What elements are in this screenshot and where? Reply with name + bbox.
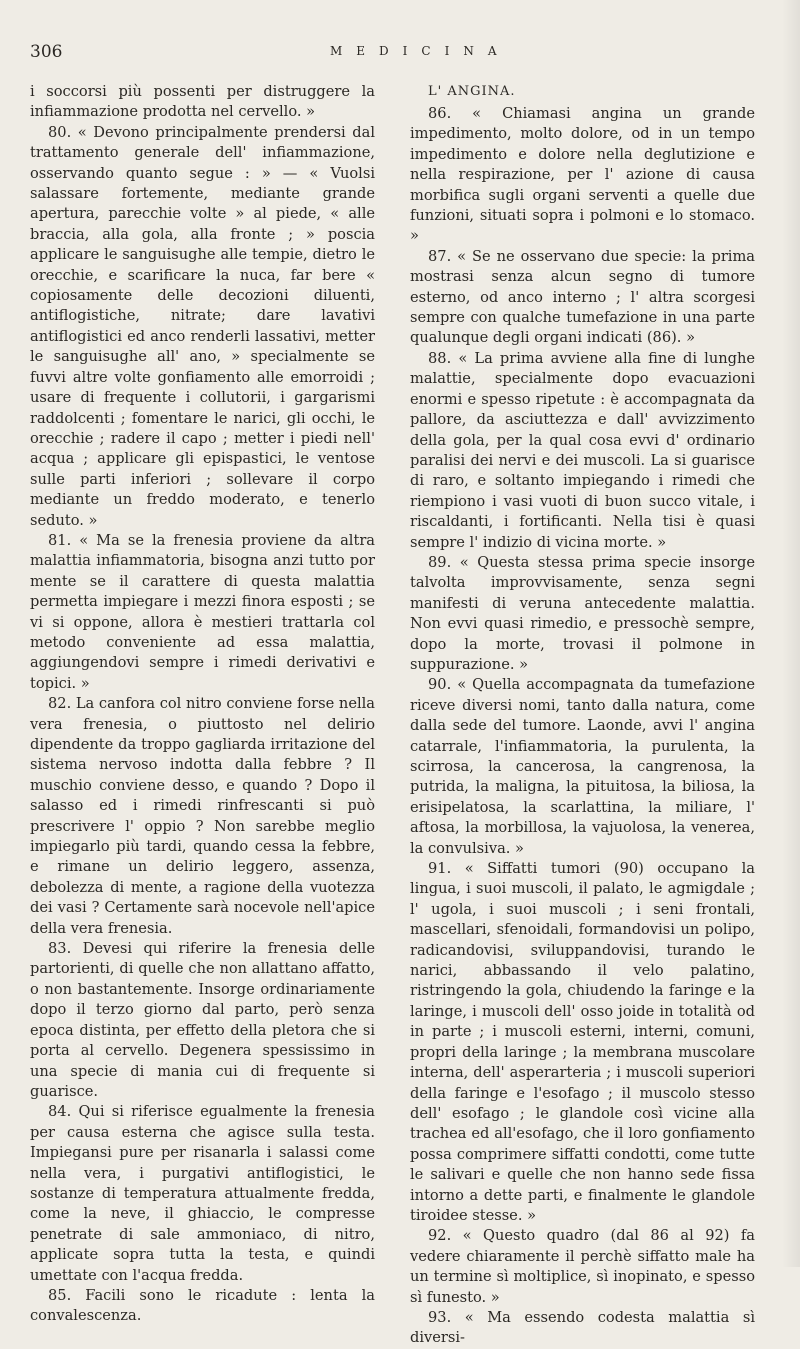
paragraph-82: 82. La canfora col nitro conviene forse nella vera frenesia, o piuttosto nel delirio dipendente da troppo gagliarda irritazione del sistema nervoso indotta dalla febbre ? Il muschio conviene desso, e quando ? Dopo il salasso ed i rimedi rinfrescanti si può prescrivere l' oppio ? Non sarebbe meglio impiegarlo più tardi, quando cessa la febbre, e rimane un delirio leggero, assenza, debolezza di mente, a ragione della vuotezza dei vasi ? Certamente sarà nocevole nell'apice della vera frenesia. bbox=[30, 695, 375, 937]
page-number: 306 bbox=[30, 42, 63, 62]
paragraph-90: 90. « Quella accompagnata da tumefazione riceve diversi nomi, tanto dalla natura, come dalla sede del tumore. Laonde, avvi l' angina catarrale, l'infiammatoria, la purulenta, la scirrosa, la cancerosa, la cangrenosa, la putrida, la maligna, la pituitosa, la biliosa, la erisipelatosa, la scarlattina, la miliare, l' aftosa, la morbillosa, la vajuolosa, la venerea, la convulsiva. » bbox=[410, 676, 755, 857]
paragraph-85: 85. Facili sono le ricadute : lenta la convalescenza. bbox=[30, 1286, 375, 1325]
section-title: MEDICINA bbox=[330, 44, 511, 58]
paragraph-84: 84. Qui si riferisce egualmente la frenesia per causa esterna che agisce sulla testa. Impiegansi pure per risanarla i salassi come nella vera, i purgativi antiflogistici, le sostanze di temperatura attualmente fredda, come la neve, il ghiaccio, le compresse penetrate di sale ammoniaco, di nitro, applicate sopra tutta la testa, e quindi umettate con l'acqua fredda. bbox=[30, 1103, 375, 1284]
paragraph-86: 86. « Chiamasi angina un grande impedimento, molto dolore, od in un tempo impedimento e dolore nella deglutizione e nella respirazione, per l' azione di causa morbifica sugli organi serventi a quelle due funzioni, situati sopra i polmoni e lo stomaco. » bbox=[410, 105, 755, 245]
paragraph-continuation: i soccorsi più possenti per distruggere la infiammazione prodotta nel cervello. » bbox=[30, 83, 375, 121]
left-column bbox=[30, 82, 375, 1327]
paragraph-91: 91. « Siffatti tumori (90) occupano la lingua, i suoi muscoli, il palato, le agmigdale ; l' ugola, i suoi muscoli ; i seni frontali, mascellari, sfenoidali, formandovisi un polipo, radicandovisi, sviluppandovisi, turando le narici, abbassando il velo palatino, ristringendo la gola, chiudendo la faringe e la laringe, i muscoli dell' osso joide in totalità od in parte ; i muscoli esterni, interni, comuni, propri della laringe ; la membrana muscolare interna, dell' asperarteria ; i muscoli superiori della faringe e l'esofago ; il muscolo stesso dell' esofago ; le glandole così vicine alla trachea ed all'esofago, che il loro gonfiamento possa comprimere siffatti condotti, come tutte le salivari e quelle che non hanno sede fissa intorno a dette parti, e finalmente le glandole tiroidee stesse. » bbox=[410, 860, 755, 1224]
paragraph-81: 81. « Ma se la frenesia proviene da altra malattia infiammatoria, bisogna anzi tutto por mente se il carattere di questa malattia permetta impiegare i mezzi finora esposti ; se vi si oppone, allora è mestieri trattarla col metodo conveniente ad essa malattia, aggiungendovi sempre i rimedi derivativi e topici. » bbox=[30, 531, 375, 692]
right-column bbox=[410, 82, 755, 1349]
paragraph-92: 92. « Questo quadro (dal 86 al 92) fa vedere chiaramente il perchè siffatto male ha un termine sì moltiplice, sì inopinato, e spesso sì funesto. » bbox=[410, 1227, 755, 1306]
paragraph-83: 83. Devesi qui riferire la frenesia delle partorienti, di quelle che non allattano affatto, o non bastantemente. Insorge ordinariamente dopo il terzo giorno dal parto, però senza epoca distinta, per effetto della pletora che si porta al cervello. Degenera spessissimo in una specie di mania cui di frequente si guarisce. bbox=[30, 940, 375, 1100]
paragraph-89: 89. « Questa stessa prima specie insorge talvolta improvvisamente, senza segni manifesti di veruna antecedente malattia. Non evvi quasi rimedio, e pressochè sempre, dopo la morte, trovasi il polmone in suppurazione. » bbox=[410, 553, 755, 673]
paragraph-87: 87. « Se ne osservano due specie: la prima mostrasi senza alcun segno di tumore esterno, od anco interno ; l' altra scorgesi sempre con qualche tumefazione in una parte qualunque degli organi indicati (86). » bbox=[410, 247, 755, 347]
paragraph-93: 93. « Ma essendo codesta malattia sì diversi- bbox=[410, 1308, 755, 1347]
paragraph-88: 88. « La prima avviene alla fine di lunghe malattie, specialmente dopo evacuazioni enormi e spesso ripetute : è accompagnata da pallore, da asciuttezza e dall' avvizzimento della gola, per la qual cosa evvi d' ordinario paralisi dei nervi e dei muscoli. La si guarisce di raro, e soltanto impiegando i rimedi che riempiono i vasi vuoti di buon succo vitale, i riscaldanti, i fortificanti. Nella tisi è quasi sempre l' indizio di vicina morte. » bbox=[410, 349, 755, 551]
page-edge-shadow bbox=[782, 0, 800, 1267]
running-head bbox=[30, 42, 770, 66]
paragraph-80: 80. « Devono principalmente prendersi dal trattamento generale dell' infiammazione, osservando quanto segue : » — « Vuolsi salassare fortemente, mediante grande apertura, parecchie volte » al piede, « alle braccia, alla gola, alla fronte ; » poscia applicare le sanguisughe alle tempie, dietro le orecchie, e scarificare la nuca, far bere « copiosamente delle decozioni diluenti, antiflogistiche, nitrate; dare lavativi antiflogistici ed anco renderli lassativi, metter le sanguisughe all' ano, » specialmente se fuvvi altre volte gonfiamento alle emorroidi ; usare di frequente i collutorii, i gargarismi raddolcenti ; fomentare le narici, gli occhi, le orecchie ; radere il capo ; metter i piedi nell' acqua ; applicare gli epispastici, le ventose sulle parti inferiori ; sollevare il corpo mediante un freddo moderato, e tenerlo seduto. » bbox=[30, 123, 375, 529]
chapter-heading: L' ANGINA. bbox=[428, 84, 516, 99]
